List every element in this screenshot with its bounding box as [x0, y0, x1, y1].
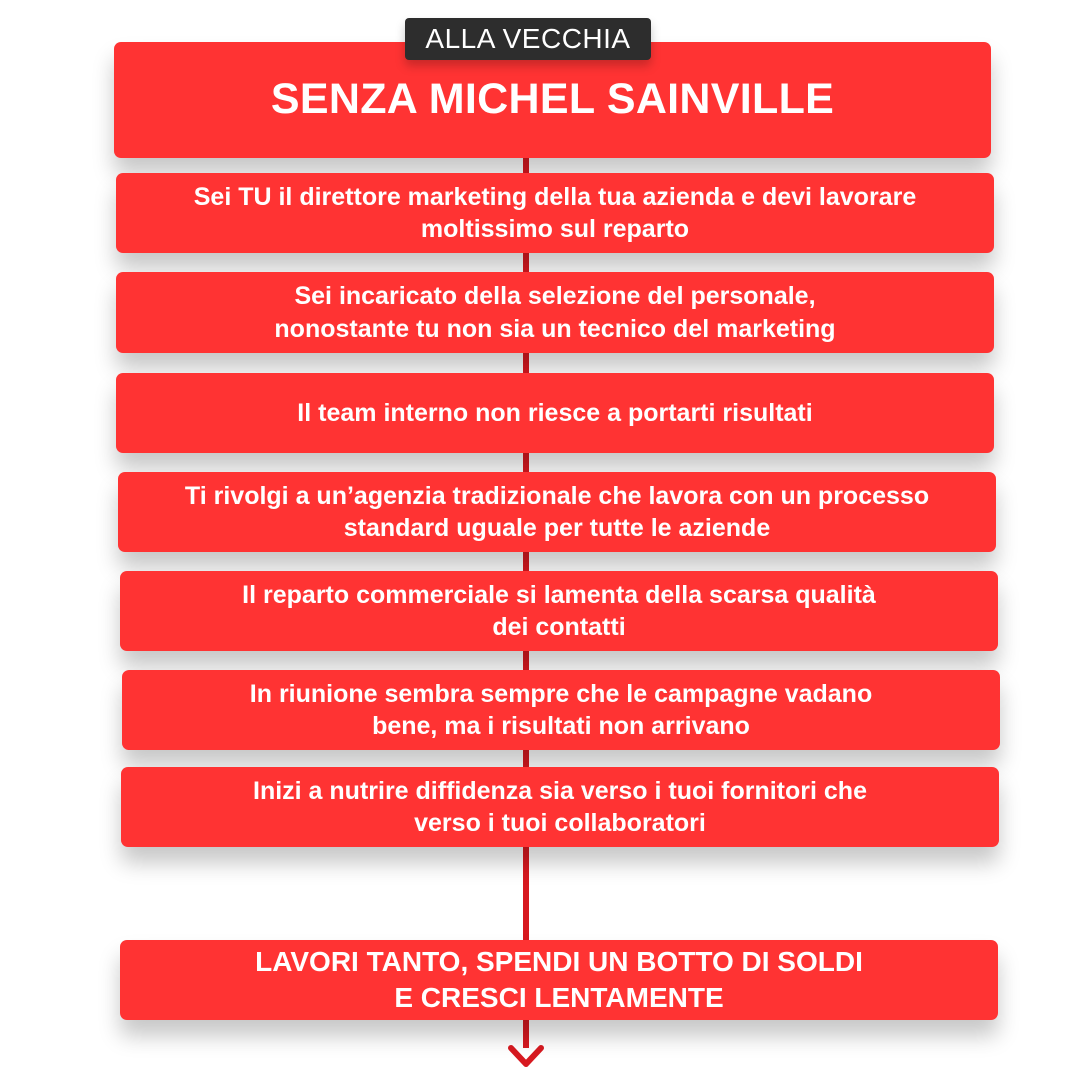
flow-step-6 — [122, 670, 1000, 750]
flow-step-line: bene, ma i risultati non arrivano — [372, 712, 750, 740]
flow-step-7 — [121, 767, 999, 847]
flow-step-line: Sei TU il direttore marketing della tua azienda e devi lavorare — [193, 182, 917, 211]
flow-step-line: Inizi a nutrire diffidenza sia verso i tuoi fornitori che — [253, 776, 867, 805]
flow-step-text — [253, 775, 867, 840]
arrow-down-icon — [507, 1042, 545, 1070]
section-tag: ALLA VECCHIA — [405, 18, 651, 60]
flow-step-line: In riunione sembra sempre che le campagne vadano — [249, 679, 873, 708]
flow-step-line: Il team interno non riesce a portarti risultati — [297, 398, 813, 427]
flow-step-3 — [116, 373, 994, 453]
flow-result-line: E CRESCI LENTAMENTE — [394, 982, 724, 1013]
flow-step-text — [250, 678, 872, 743]
flow-step-4 — [118, 472, 996, 552]
flow-title: SENZA MICHEL SAINVILLE — [270, 75, 835, 124]
flow-step-line: dei contatti — [492, 613, 626, 641]
flow-step-line: Il reparto commerciale si lamenta della scarsa qualità — [242, 580, 876, 609]
flow-step-line: verso i tuoi collaboratori — [414, 809, 706, 837]
flow-result-box — [120, 940, 998, 1020]
flow-step-text — [297, 397, 812, 430]
flow-step-2 — [116, 272, 994, 353]
flow-step-text — [194, 181, 916, 246]
flow-step-line: Ti rivolgi a un’agenzia tradizionale che lavora con un processo — [184, 481, 930, 510]
flow-step-text — [185, 480, 929, 545]
flow-step-line: nonostante tu non sia un tecnico del marketing — [274, 314, 836, 343]
flow-result-text — [255, 944, 863, 1017]
flow-result-line: LAVORI TANTO, SPENDI UN BOTTO DI SOLDI — [255, 945, 863, 977]
flow-step-text — [242, 579, 876, 644]
flow-step-line: moltissimo sul reparto — [420, 215, 690, 243]
flow-step-5 — [120, 571, 998, 651]
flow-step-text — [274, 280, 835, 345]
flow-step-line: Sei incaricato della selezione del personale, — [294, 282, 816, 310]
flow-step-1 — [116, 173, 994, 253]
flow-step-line: standard uguale per tutte le aziende — [343, 514, 771, 542]
